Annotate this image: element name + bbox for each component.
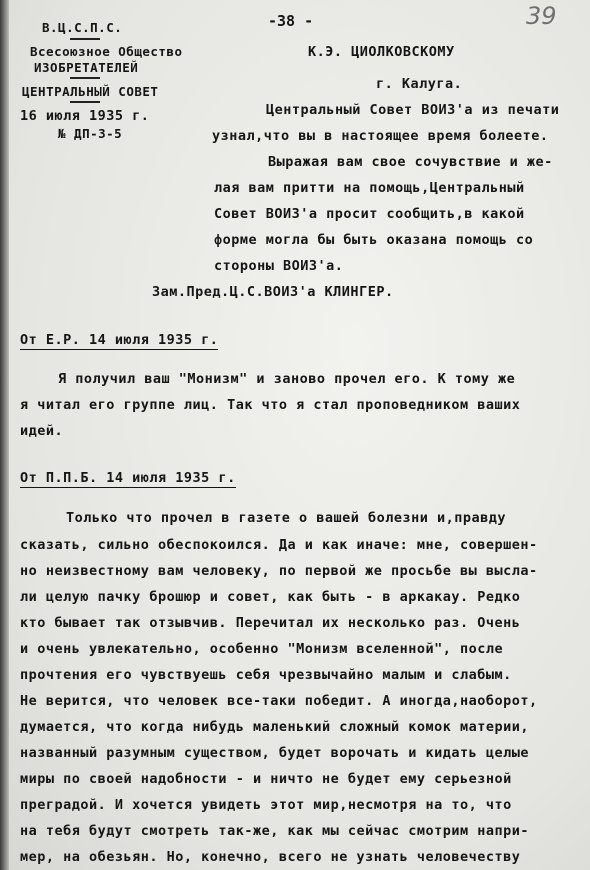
entry-heading: От Е.Р. 14 июля 1935 г. bbox=[20, 332, 219, 348]
entry-line: идей. bbox=[20, 423, 64, 439]
entry-line: миры по своей надобности - и ничто не будет ему серьезной bbox=[20, 771, 512, 787]
letter-line: Выражая вам свое сочувствие и же- bbox=[268, 154, 553, 170]
entry-heading: От П.П.Б. 14 июля 1935 г. bbox=[20, 470, 236, 486]
folio-number: 39 bbox=[526, 2, 557, 30]
entry-line: ли целую пачку брошюр и совет, как быть - в аркакау. Редко bbox=[20, 589, 521, 605]
letter-signature: Зам.Пред.Ц.С.ВОИЗ'а КЛИНГЕР. bbox=[152, 284, 394, 300]
entry-line: я читал его группе лиц. Так что я стал проповедником ваших bbox=[20, 397, 521, 413]
addressee-name: К.Э. ЦИОЛКОВСКОМУ bbox=[308, 44, 455, 60]
entry-line: Не верится, что человек все-таки победит. А иногда,наоборот, bbox=[20, 693, 538, 709]
letter-line: Центральный Совет ВОИЗ'а из печати bbox=[266, 102, 560, 118]
entry-line: преградой. И хочется увидеть этот мир,несмотря на то, что bbox=[20, 797, 512, 813]
entry-line: сказать, сильно обеспокоился. Да и как иначе: мне, совершен- bbox=[20, 537, 538, 553]
letterhead-divider bbox=[70, 77, 100, 79]
letterhead-council: ЦЕНТРАЛЬНЫЙ СОВЕТ bbox=[22, 84, 159, 99]
letter-line: лая вам притти на помощь,Центральный bbox=[214, 180, 525, 196]
entry-line: названный разумным существом, будет ворочать и кидать целые bbox=[20, 745, 530, 761]
letterhead-divider bbox=[70, 38, 100, 40]
page-number: -38 - bbox=[268, 12, 314, 30]
entry-line: Я получил ваш "Монизм" и заново прочел его. К тому же bbox=[58, 371, 516, 387]
letter-line: стороны ВОИЗ'а. bbox=[214, 258, 344, 274]
letter-reference: № ДП-3-5 bbox=[58, 126, 123, 141]
scan-edge bbox=[0, 0, 9, 870]
entry-line: кто бывает так отзывчив. Перечитал их несколько раз. Очень bbox=[20, 615, 521, 631]
addressee-city: г. Калуга. bbox=[376, 76, 463, 92]
letterhead-divider bbox=[70, 101, 100, 103]
letter-date: 16 июля 1935 г. bbox=[20, 108, 150, 124]
entry-line: мер, на обезьян. Но, конечно, всего не узнать человечеству bbox=[20, 849, 521, 865]
entry-line: Только что прочел в газете о вашей болезни и,правду bbox=[66, 510, 507, 526]
letter-line: форме могла бы быть оказана помощь со bbox=[214, 232, 534, 248]
letterhead-org: В.Ц.С.П.С. bbox=[42, 20, 123, 35]
entry-line: и очень увлекательно, особенно "Монизм вселенной", после bbox=[20, 641, 504, 657]
entry-line: на тебя будут смотреть так-же, как мы сейчас смотрим напри- bbox=[20, 823, 530, 839]
entry-line: думается, что когда нибудь маленький сложный комок материи, bbox=[20, 719, 530, 735]
letterhead-inventors: ИЗОБРЕТАТЕЛЕЙ bbox=[34, 60, 139, 75]
entry-line: прочтения его чувствуешь себя чрезвычайно малым и слабым. bbox=[20, 667, 512, 683]
entry-line: но неизвестному вам человеку, по первой же просьбе вы высла- bbox=[20, 563, 538, 579]
letter-line: Совет ВОИЗ'а просит сообщить,в какой bbox=[214, 206, 525, 222]
letter-line: узнал,что вы в настоящее время болеете. bbox=[212, 128, 549, 144]
letterhead-society: Всесоюзное Общество bbox=[30, 44, 183, 59]
